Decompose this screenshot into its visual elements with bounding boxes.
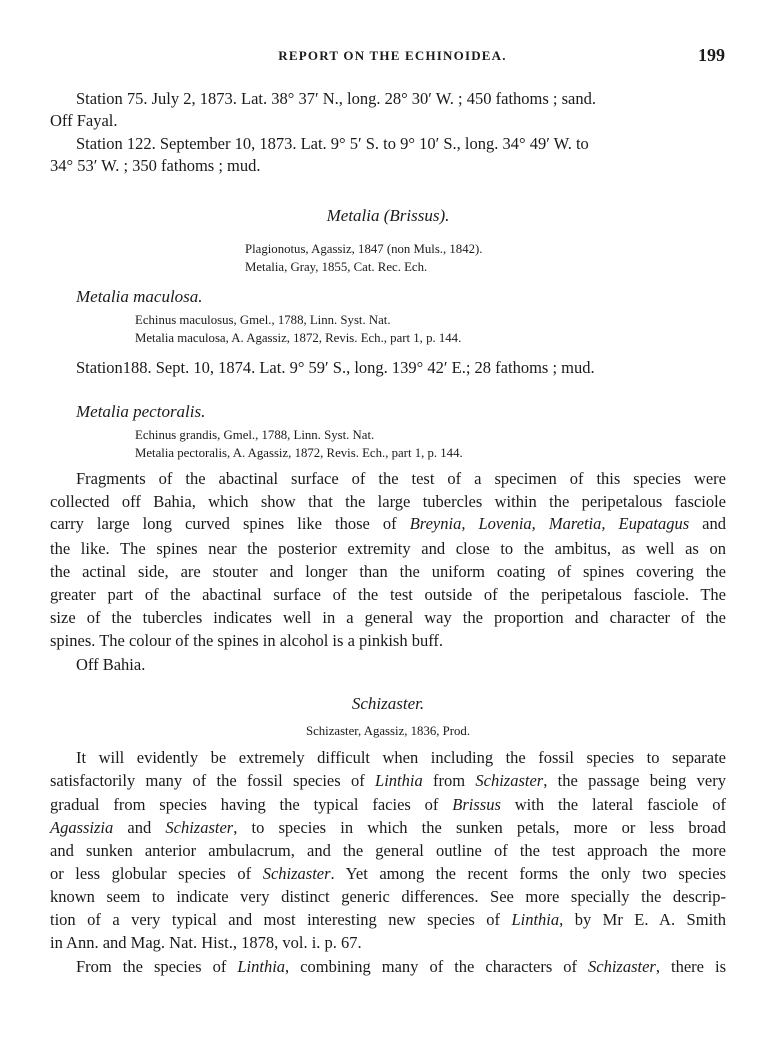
paragraph-line: It will evidently be extremely difficult when including the fossil species to separate — [76, 748, 726, 767]
species-heading-maculosa: Metalia maculosa. — [76, 287, 203, 306]
station-75-line: Station 75. July 2, 1873. Lat. 38° 37′ N., long. 28° 30′ W. ; 450 fathoms ; sand. — [76, 89, 596, 108]
text-run: , combining many of the characters of — [285, 957, 589, 976]
genus-heading-metalia: Metalia (Brissus). — [326, 206, 450, 225]
text-run: , by Mr E. A. Smith — [559, 910, 726, 929]
genus-heading-schizaster: Schizaster. — [351, 694, 425, 713]
text-run: tion of a very typical and most interesting new species of — [50, 910, 512, 929]
genus-name: Linthia — [375, 771, 423, 790]
text-run: with the lateral fasciole of — [500, 795, 726, 814]
text-run: . Yet among the recent forms the only two species — [330, 864, 727, 883]
species-heading-pectoralis: Metalia pectoralis. — [76, 402, 206, 421]
paragraph-line: greater part of the abactinal surface of the test outside of the peripetalous fasciole. The — [50, 585, 726, 604]
reference-line: Metalia pectoralis, A. Agassiz, 1872, Revis. Ech., part 1, p. 144. — [135, 446, 463, 460]
paragraph-line — [50, 909, 726, 931]
text-run: , there is — [655, 957, 726, 976]
genus-name: Linthia — [511, 910, 560, 929]
paragraph-line: size of the tubercles indicates well in a general way the proportion and character of the — [50, 608, 726, 627]
synonym-line: Metalia, Gray, 1855, Cat. Rec. Ech. — [245, 260, 428, 274]
text-run: or less globular species of — [50, 864, 263, 883]
paragraph-line: the actinal side, are stouter and longer than the uniform coating of spines covering the — [50, 562, 726, 581]
text-run: , the passage being very — [543, 771, 726, 790]
text-run: and — [113, 818, 166, 837]
genus-name: Schizaster — [475, 771, 544, 790]
text-run: satisfactorily many of the fossil species of — [50, 771, 376, 790]
paragraph-line: in Ann. and Mag. Nat. Hist., 1878, vol. i. p. 67. — [50, 933, 362, 952]
paragraph-line — [76, 956, 726, 978]
paragraph-line: and sunken anterior ambulacrum, and the general outline of the test approach the more — [50, 841, 726, 860]
text-run: and — [689, 514, 727, 533]
paragraph-line: known seem to indicate very distinct generic differences. See more specially the descrip- — [50, 887, 726, 906]
synonym-line: Schizaster, Agassiz, 1836, Prod. — [305, 724, 471, 738]
page-header — [60, 45, 725, 70]
paragraph-line: the like. The spines near the posterior extremity and close to the ambitus, as well as on — [50, 539, 726, 558]
genus-name: Linthia — [237, 957, 286, 976]
text-run: gradual from species having the typical facies of — [50, 795, 453, 814]
text-run: from — [422, 771, 476, 790]
genus-name: Agassizia — [50, 818, 114, 837]
paragraph-line: Fragments of the abactinal surface of the test of a specimen of this species were — [76, 469, 726, 488]
paragraph-line — [50, 794, 726, 816]
station-122-line-cont: 34° 53′ W. ; 350 fathoms ; mud. — [50, 156, 261, 175]
reference-line: Echinus grandis, Gmel., 1788, Linn. Syst. Nat. — [135, 428, 375, 442]
genus-name: Brissus — [452, 795, 501, 814]
text-run: carry large long curved spines like those of — [50, 514, 410, 533]
paragraph-line: spines. The colour of the spines in alcohol is a pinkish buff. — [50, 631, 444, 650]
synonym-line: Plagionotus, Agassiz, 1847 (non Muls., 1842). — [245, 242, 483, 256]
paragraph-line — [50, 770, 726, 792]
locality-line: Off Bahia. — [76, 655, 146, 674]
paragraph-line — [50, 513, 726, 535]
paragraph-line — [50, 817, 726, 839]
text-run: , to species in which the sunken petals, more or less broad — [233, 818, 726, 837]
paragraph-line — [50, 863, 726, 885]
genus-name: Schizaster — [588, 957, 656, 976]
genus-name: Schizaster — [165, 818, 234, 837]
station-75-locality: Off Fayal. — [50, 111, 118, 130]
text-run: From the species of — [76, 957, 238, 976]
genus-names: Breynia, Lovenia, Maretia, Eupatagus — [409, 514, 690, 533]
running-title: REPORT ON THE ECHINOIDEA. — [278, 48, 507, 63]
page-number: 199 — [698, 45, 725, 65]
station-122-line: Station 122. September 10, 1873. Lat. 9° 5′ S. to 9° 10′ S., long. 34° 49′ W. to — [76, 134, 589, 153]
paragraph-line: collected off Bahia, which show that the large tubercles within the peripetalous fasciole — [50, 492, 726, 511]
reference-line: Metalia maculosa, A. Agassiz, 1872, Revis. Ech., part 1, p. 144. — [135, 331, 462, 345]
station-188-line: Station188. Sept. 10, 1874. Lat. 9° 59′ S., long. 139° 42′ E.; 28 fathoms ; mud. — [76, 358, 595, 377]
genus-name: Schizaster — [262, 864, 331, 883]
reference-line: Echinus maculosus, Gmel., 1788, Linn. Syst. Nat. — [135, 313, 391, 327]
